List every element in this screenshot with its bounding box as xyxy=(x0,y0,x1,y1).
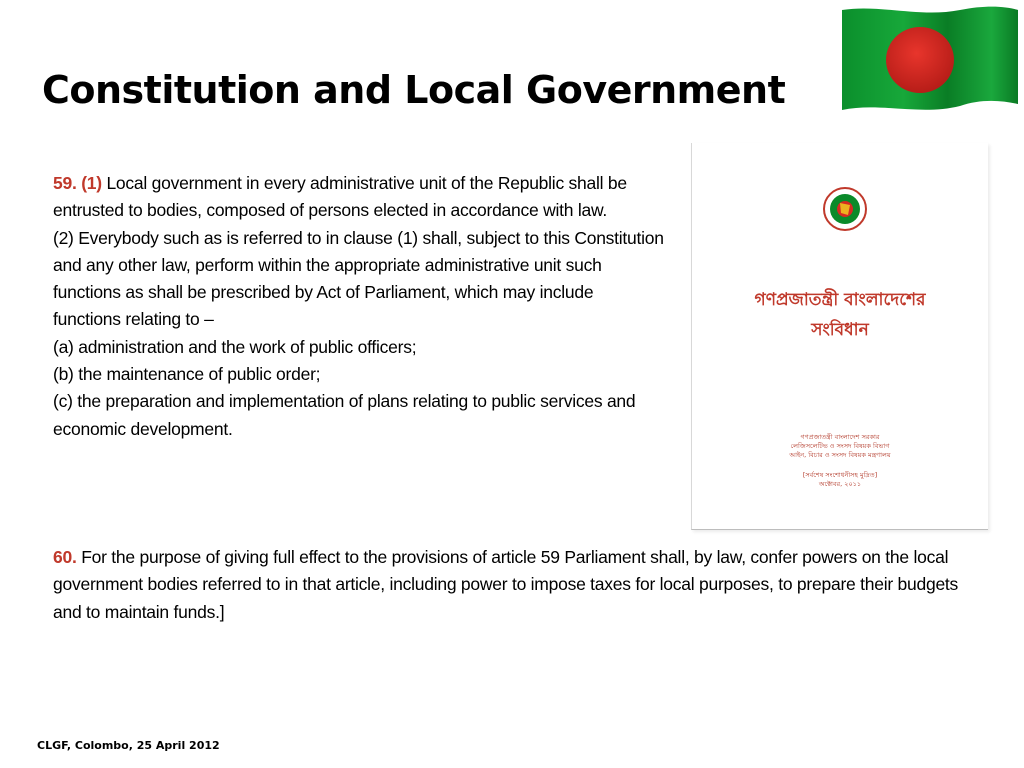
cover-title-line-2: সংবিধান xyxy=(811,320,869,340)
slide-title: Constitution and Local Government xyxy=(42,68,786,112)
bangladesh-flag-icon xyxy=(840,4,1020,116)
cover-publisher-line-1: গণপ্রজাতন্ত্রী বাংলাদেশ সরকার xyxy=(800,433,880,441)
cover-title-line-1: গণপ্রজাতন্ত্রী বাংলাদেশের xyxy=(754,290,926,310)
article-59-number: 59. (1) xyxy=(53,173,102,193)
cover-artwork xyxy=(692,143,988,529)
article-60-text: For the purpose of giving full effect to the provisions of article 59 Parliament shall, by law, confer powers on the local government bodies referred to in that article, including power to impose taxes for local purposes, to prepare their budgets and to maintain funds.] xyxy=(53,547,959,622)
article-60-number: 60. xyxy=(53,547,77,567)
constitution-book-cover xyxy=(691,143,988,530)
article-59-clause-1-text: Local government in every administrative unit of the Republic shall be entrusted to bodies, composed of persons elected in accordance with law. xyxy=(53,173,627,221)
article-59-item-b: (b) the maintenance of public order; xyxy=(53,364,321,385)
article-60 xyxy=(53,544,973,626)
cover-edition-line-2: অক্টোবর, ২০১১ xyxy=(818,480,862,488)
article-59-clause-2: (2) Everybody such as is referred to in clause (1) shall, subject to this Constitution and any other law, perform within the appropriate administrative unit such functions as shall be prescribed by Act of Parliament, which may include functions relating to – xyxy=(53,227,664,330)
article-59 xyxy=(53,170,665,443)
article-59-clause-1 xyxy=(53,170,665,225)
cover-publisher-line-2: লেজিসলেটিভ ও সংসদ বিষয়ক বিভাগ xyxy=(790,442,890,450)
article-59-item-c: (c) the preparation and implementation of plans relating to public services and economic development. xyxy=(53,391,636,439)
government-seal-icon xyxy=(824,188,866,230)
cover-publisher-line-3: আইন, বিচার ও সংসদ বিষয়ক মন্ত্রণালয় xyxy=(789,451,891,459)
slide-footer: CLGF, Colombo, 25 April 2012 xyxy=(37,739,220,752)
article-59-item-a: (a) administration and the work of public officers; xyxy=(53,336,417,357)
cover-edition-line-1: [সর্বশেষ সংশোধনীসহ মুদ্রিত] xyxy=(802,471,878,479)
